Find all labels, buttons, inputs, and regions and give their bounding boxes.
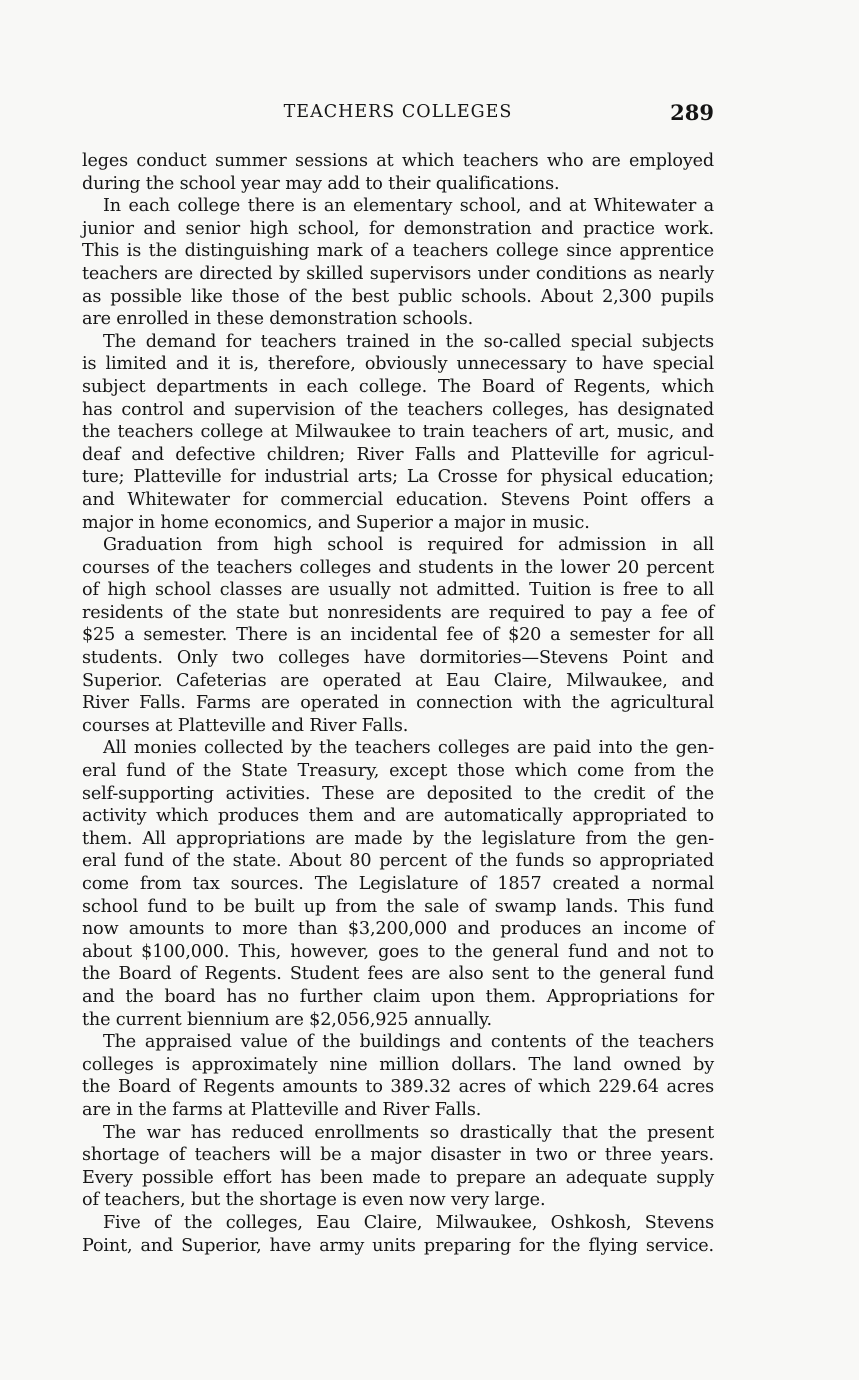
text-line: Superior. Cafeterias are operated at Eau Claire, Milwaukee, and — [82, 670, 714, 691]
text-line: River Falls. Farms are operated in connection with the agricultural — [82, 693, 714, 714]
paragraph — [82, 737, 714, 1031]
text-line: Every possible effort has been made to prepare an adequate supply — [82, 1167, 714, 1188]
text-line: them. All appropriations are made by the legislature from the gen- — [82, 828, 714, 849]
text-line: colleges is approximately nine million dollars. The land owned by — [82, 1054, 714, 1075]
text-line: courses at Platteville and River Falls. — [82, 715, 409, 736]
paragraph — [82, 331, 714, 534]
text-line: The demand for teachers trained in the so-called special subjects — [103, 331, 714, 352]
text-line: Point, and Superior, have army units preparing for the flying service. — [82, 1235, 714, 1256]
paragraph — [82, 195, 714, 331]
text-line: residents of the state but nonresidents are required to pay a fee of — [82, 602, 714, 623]
page-header — [82, 100, 714, 126]
text-line: school fund to be built up from the sale of swamp lands. This fund — [82, 896, 714, 917]
page-number: 289 — [670, 100, 714, 125]
text-line: of high school classes are usually not admitted. Tuition is free to all — [82, 580, 714, 601]
text-line: teachers are directed by skilled supervisors under conditions as nearly — [82, 263, 714, 284]
text-line: during the school year may add to their qualifications. — [82, 173, 560, 194]
text-line: shortage of teachers will be a major disaster in two or three years. — [82, 1145, 714, 1166]
text-line: self-supporting activities. These are deposited to the credit of the — [82, 783, 714, 804]
paragraph — [82, 150, 714, 195]
text-line: subject departments in each college. The Board of Regents, which — [82, 376, 714, 397]
text-line: eral fund of the State Treasury, except those which come from the — [82, 761, 714, 782]
text-line: Graduation from high school is required for admission in all — [103, 535, 714, 556]
text-line: and Whitewater for commercial education. Stevens Point offers a — [82, 489, 714, 510]
text-line: and the board has no further claim upon them. Appropriations for — [82, 986, 714, 1007]
paragraph — [82, 1212, 714, 1257]
text-line: This is the distinguishing mark of a teachers college since apprentice — [82, 241, 714, 262]
text-line: has control and supervision of the teachers colleges, has designated — [82, 399, 714, 420]
text-line: the Board of Regents. Student fees are also sent to the general fund — [82, 964, 714, 985]
text-line: the current biennium are $2,056,925 annually. — [82, 1009, 492, 1030]
text-line: deaf and defective children; River Falls and Platteville for agricul- — [82, 444, 714, 465]
paragraph — [82, 534, 714, 737]
text-line: are in the farms at Platteville and River Falls. — [82, 1099, 482, 1120]
text-line: leges conduct summer sessions at which teachers who are employed — [82, 151, 714, 171]
text-line: is limited and it is, therefore, obviously unnecessary to have special — [82, 354, 714, 375]
text-line: In each college there is an elementary school, and at Whitewater a — [103, 196, 714, 217]
text-line: The war has reduced enrollments so drastically that the present — [103, 1122, 714, 1143]
text-line: Five of the colleges, Eau Claire, Milwaukee, Oshkosh, Stevens — [103, 1212, 714, 1233]
text-line: the teachers college at Milwaukee to train teachers of art, music, and — [82, 422, 714, 443]
paragraph — [82, 1122, 714, 1212]
text-line: The appraised value of the buildings and contents of the teachers — [103, 1032, 714, 1053]
text-line: about $100,000. This, however, goes to the general fund and not to — [82, 941, 714, 962]
text-line: of teachers, but the shortage is even now very large. — [82, 1190, 546, 1211]
text-line: eral fund of the state. About 80 percent of the funds so appropriated — [82, 851, 714, 872]
text-line: major in home economics, and Superior a major in music. — [82, 512, 590, 533]
text-line: junior and senior high school, for demonstration and practice work. — [82, 218, 714, 239]
text-line: the Board of Regents amounts to 389.32 acres of which 229.64 acres — [82, 1077, 714, 1098]
body-text — [82, 150, 714, 1257]
text-line: now amounts to more than $3,200,000 and produces an income of — [82, 919, 714, 940]
running-title: TEACHERS COLLEGES — [283, 102, 513, 122]
text-line: All monies collected by the teachers colleges are paid into the gen- — [103, 738, 714, 759]
text-line: come from tax sources. The Legislature of 1857 created a normal — [82, 874, 714, 894]
text-line: students. Only two colleges have dormitories—Stevens Point and — [82, 648, 714, 669]
text-line: $25 a semester. There is an incidental fee of $20 a semester for all — [82, 625, 714, 646]
text-line: as possible like those of the best public schools. About 2,300 pupils — [82, 286, 714, 307]
text-line: courses of the teachers colleges and students in the lower 20 percent — [82, 557, 714, 578]
text-line: ture; Platteville for industrial arts; La Crosse for physical education; — [82, 467, 714, 488]
text-line: activity which produces them and are automatically appropriated to — [82, 806, 714, 827]
text-line: are enrolled in these demonstration schools. — [82, 309, 474, 330]
paragraph — [82, 1031, 714, 1121]
